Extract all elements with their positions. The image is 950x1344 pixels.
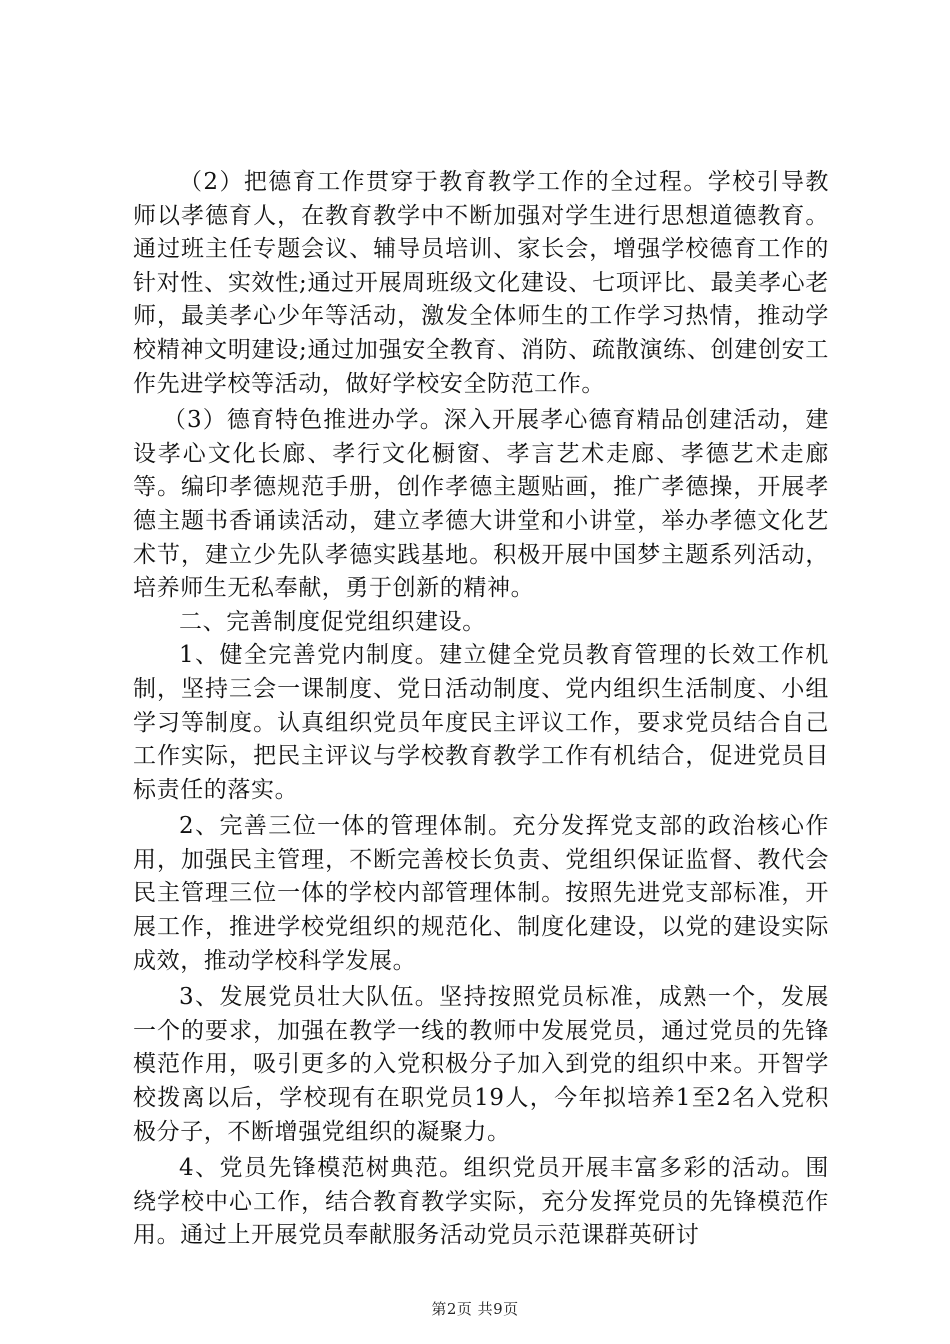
paragraph-moral-education-process: （2）把德育工作贯穿于教育教学工作的全过程。学校引导教师以孝德育人，在教育教学中不断加强对学生进行思想道德教育。通过班主任专题会议、辅导员培训、家长会，增强学校德育工作的针对性、实效性;通过开展周班级文化建设、七项评比、最美孝心老师，最美孝心少年等活动，激发全体师生的工作学习热情，推动学校精神文明建设;通过加强安全教育、消防、疏散演练、创建创安工作先进学校等活动，做好学校安全防范工作。 [133, 169, 829, 397]
paragraph-member-development: 3、发展党员壮大队伍。坚持按照党员标准，成熟一个，发展一个的要求，加强在教学一线的教师中发展党员，通过党员的先锋模范作用，吸引更多的入党积极分子加入到党的组织中来。开智学校拨离以后，学校现有在职党员19人，今年拟培养1至2名入党积极分子，不断增强党组织的凝聚力。 [133, 984, 829, 1145]
paragraph-moral-education-feature: （3）德育特色推进办学。深入开展孝心德育精品创建活动，建设孝心文化长廊、孝行文化橱窗、孝言艺术走廊、孝德艺术走廊等。编印孝德规范手册，创作孝德主题贴画，推广孝德操，开展孝德主题书香诵读活动，建立孝德大讲堂和小讲堂，举办孝德文化艺术节，建立少先队孝德实践基地。积极开展中国梦主题系列活动，培养师生无私奉献，勇于创新的精神。 [133, 407, 829, 602]
section-heading-party-organization: 二、完善制度促党组织建设。 [179, 608, 486, 635]
document-body [133, 166, 829, 1253]
page-number-footer: 第2页 共9页 [431, 1300, 519, 1318]
paragraph-management-system: 2、完善三位一体的管理体制。充分发挥党支部的政治核心作用，加强民主管理，不断完善校长负责、党组织保证监督、教代会民主管理三位一体的学校内部管理体制。按照先进党支部标准，开展工作，推进学校党组织的规范化、制度化建设，以党的建设实际成效，推动学校科学发展。 [133, 813, 829, 974]
paragraph-member-model: 4、党员先锋模范树典范。组织党员开展丰富多彩的活动。围绕学校中心工作，结合教育教学实际，充分发挥党员的先锋模范作用。通过上开展党员奉献服务活动党员示范课群英研讨 [133, 1155, 829, 1249]
paragraph-party-system: 1、健全完善党内制度。建立健全党员教育管理的长效工作机制，坚持三会一课制度、党日活动制度、党内组织生活制度、小组学习等制度。认真组织党员年度民主评议工作，要求党员结合自己工作实际，把民主评议与学校教育教学工作有机结合，促进党员目标责任的落实。 [133, 642, 829, 803]
